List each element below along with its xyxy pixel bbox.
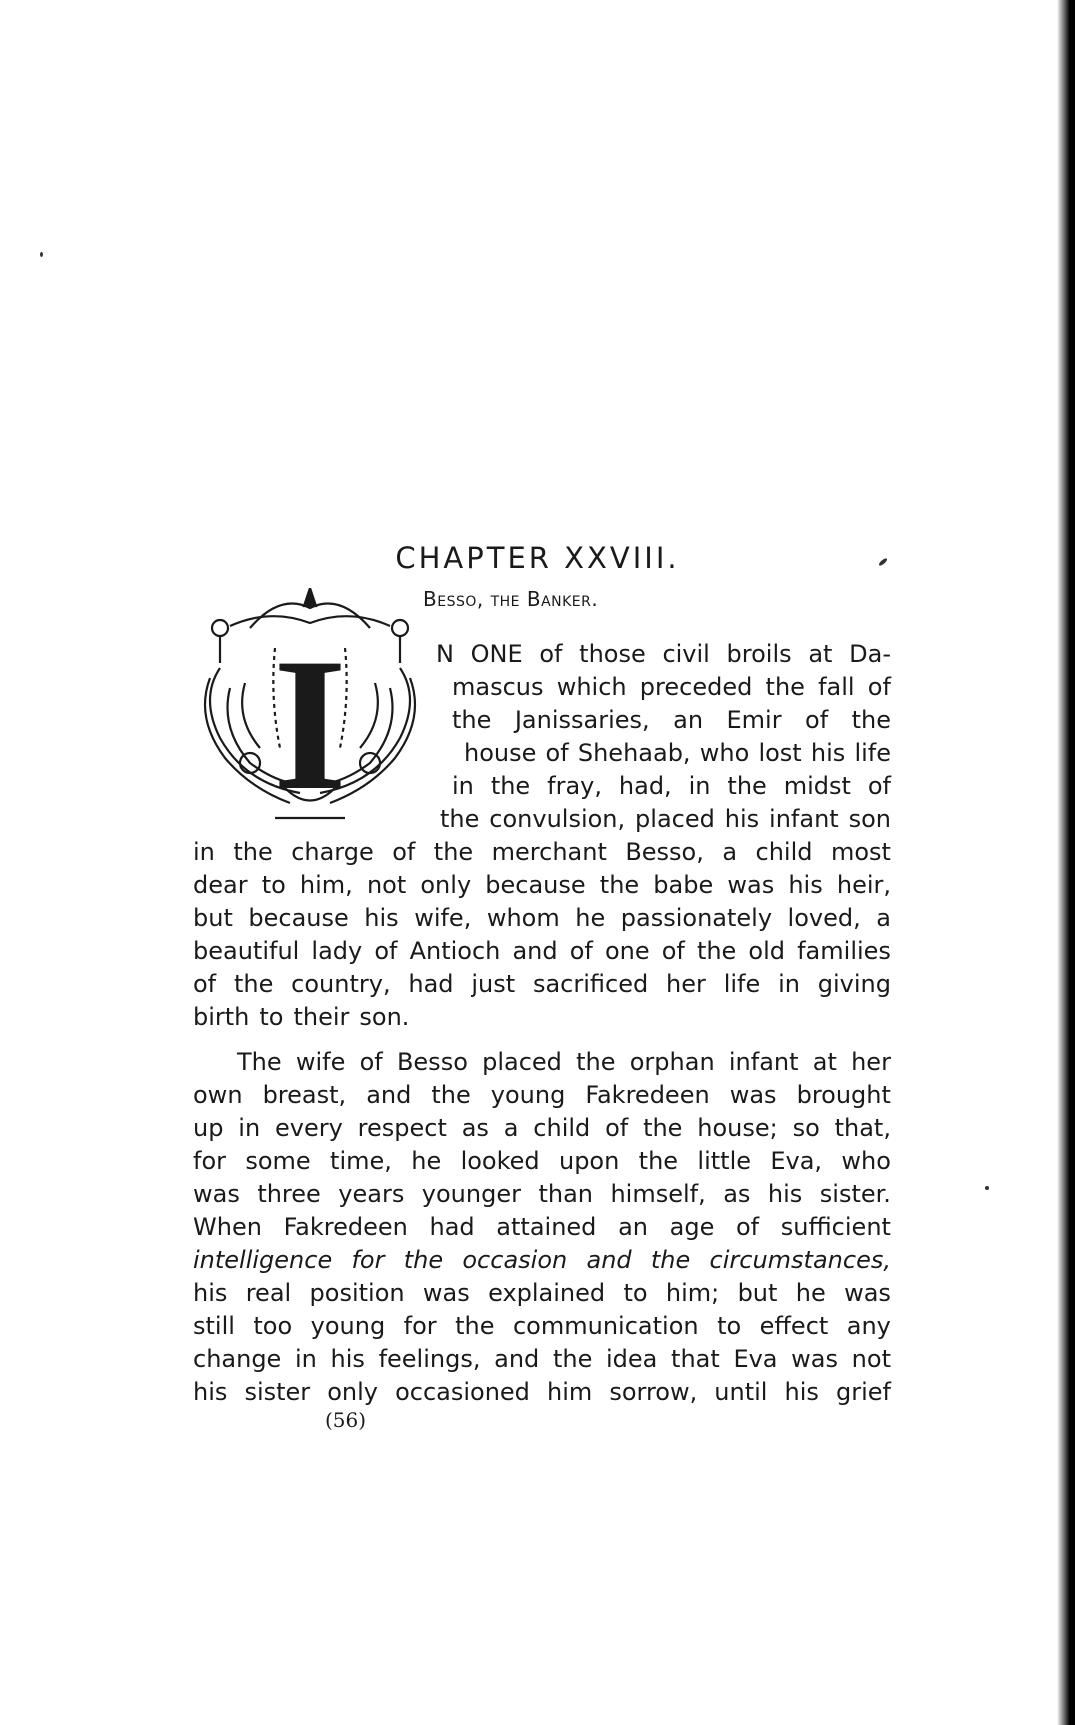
text-line: but because his wife, whom he passionately loved, a	[193, 904, 891, 932]
text-line: still too young for the communication to effect any	[193, 1312, 891, 1340]
drop-cap-letter: I	[273, 620, 347, 828]
text-line: his sister only occasioned him sorrow, until his grief	[193, 1378, 891, 1406]
text-line: beautiful lady of Antioch and of one of the old families	[193, 937, 891, 965]
text-line: the Janissaries, an Emir of the	[452, 706, 891, 734]
text-line: of the country, had just sacrificed her life in giving	[193, 970, 891, 998]
text-line: was three years younger than himself, as his sister.	[193, 1180, 891, 1208]
text-line: birth to their son.	[193, 1003, 410, 1031]
text-line: When Fakredeen had attained an age of sufficient	[193, 1213, 891, 1241]
text-line: his real position was explained to him; but he was	[193, 1279, 891, 1307]
text-line: own breast, and the young Fakredeen was brought	[193, 1081, 891, 1109]
chapter-subtitle: Besso, the Banker.	[423, 587, 599, 611]
text-line: dear to him, not only because the babe was his heir,	[193, 871, 891, 899]
text-line: house of Shehaab, who lost his life	[464, 739, 891, 767]
scan-speck	[40, 252, 43, 257]
text-line: up in every respect as a child of the house; so that,	[193, 1114, 891, 1142]
ornamental-drop-cap-i	[190, 588, 430, 828]
text-line: change in his feelings, and the idea that Eva was not	[193, 1345, 891, 1373]
text-line: the convulsion, placed his infant son	[440, 805, 891, 833]
page-number: (56)	[325, 1408, 367, 1432]
text-line: mascus which preceded the fall of	[452, 673, 891, 701]
text-line: for some time, he looked upon the little Eva, who	[193, 1147, 891, 1175]
text-line: intelligence for the occasion and the circumstances,	[193, 1246, 891, 1274]
text-line: The wife of Besso placed the orphan infant at her	[237, 1048, 891, 1076]
text-line: N ONE of those civil broils at Da-	[436, 640, 891, 668]
scan-speck	[985, 1186, 989, 1190]
text-line: in the charge of the merchant Besso, a child most	[193, 838, 891, 866]
text-line: in the fray, had, in the midst of	[452, 772, 891, 800]
chapter-title: CHAPTER XXVIII.	[395, 541, 680, 576]
scan-edge-shadow	[1057, 0, 1075, 1725]
